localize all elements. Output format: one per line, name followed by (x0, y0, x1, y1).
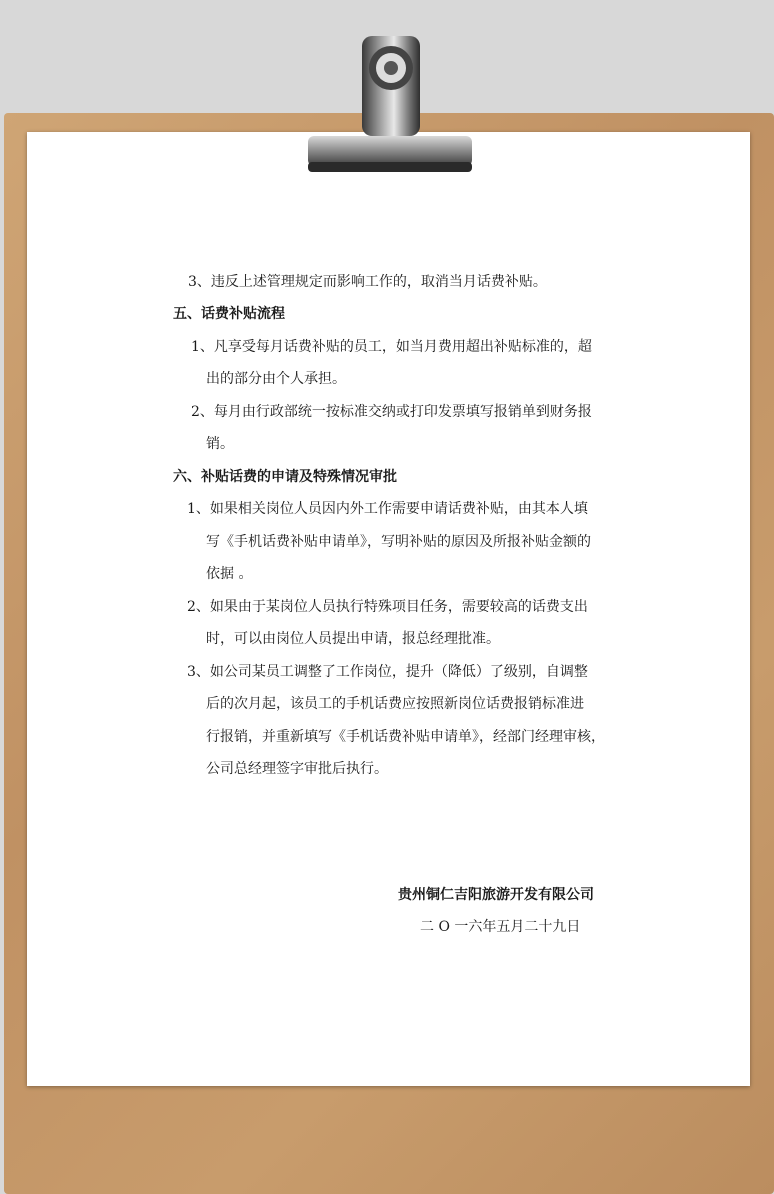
text-line: 出的部分由个人承担。 (206, 371, 346, 387)
text-line: 依据 。 (206, 566, 253, 582)
section-heading: 五、话费补贴流程 (173, 306, 285, 322)
section-heading: 六、补贴话费的申请及特殊情况审批 (173, 469, 397, 485)
company-name: 贵州铜仁吉阳旅游开发有限公司 (398, 887, 594, 903)
text-line: 3、如公司某员工调整了工作岗位，提升（降低）了级别，自调整 (187, 664, 588, 680)
binder-clip-icon (300, 24, 480, 179)
document-date: 二 O 一六年五月二十九日 (420, 919, 581, 935)
text-line: 2、如果由于某岗位人员执行特殊项目任务，需要较高的话费支出 (187, 599, 588, 615)
text-line: 时，可以由岗位人员提出申请，报总经理批准。 (206, 631, 500, 647)
text-line: 行报销，并重新填写《手机话费补贴申请单》，经部门经理审核， (206, 729, 605, 745)
text-line: 销。 (206, 436, 234, 452)
text-line: 1、凡享受每月话费补贴的员工，如当月费用超出补贴标准的，超 (191, 339, 592, 355)
text-line: 后的次月起，该员工的手机话费应按照新岗位话费报销标准进 (206, 696, 584, 712)
text-line: 公司总经理签字审批后执行。 (206, 761, 388, 777)
text-line: 3、违反上述管理规定而影响工作的，取消当月话费补贴。 (188, 274, 547, 290)
text-line: 1、如果相关岗位人员因内外工作需要申请话费补贴，由其本人填 (187, 501, 588, 517)
text-line: 2、每月由行政部统一按标准交纳或打印发票填写报销单到财务报 (191, 404, 592, 420)
text-line: 写《手机话费补贴申请单》，写明补贴的原因及所报补贴金额的 (206, 534, 591, 550)
